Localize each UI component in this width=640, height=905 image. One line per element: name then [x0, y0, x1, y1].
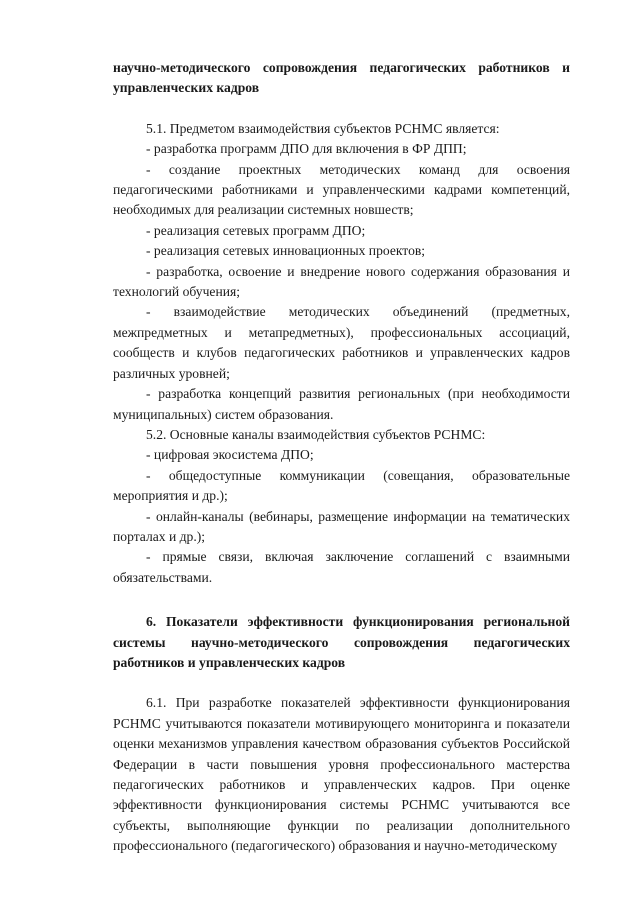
- list-item: - разработка, освоение и внедрение нового содержания образования и технологий обучения;: [113, 263, 570, 300]
- list-item: - разработка концепций развития региональных (при необходимости муниципальных) систем образования.: [113, 386, 570, 422]
- paragraph-6-1: 6.1. При разработке показателей эффективности функционирования РСНМС учитываются показатели мотивирующего мониторинга и показатели оценки механизмов управления качеством образования субъектов Российской Федерации в части повышения уровня профессионального мастерства педагогических работников и управленческих кадров. При оценке эффективности функционирования системы РСНМС учитываются все субъекты, выполняющие функции по реализации дополнительного профессионального (педагогического) образования и научно-методическому: [113, 695, 570, 854]
- list-item: - общедоступные коммуникации (совещания, образовательные мероприятия и др.);: [113, 467, 570, 504]
- list-item: - взаимодействие методических объединений (предметных, межпредметных и метапредметных), профессиональных ассоциаций, сообществ и клубов педагогических работников и управленческих кадров различных уровней;: [113, 304, 570, 381]
- list-item: - прямые связи, включая заключение соглашений с взаимными обязательствами.: [113, 549, 570, 585]
- list-item: - цифровая экосистема ДПО;: [146, 447, 314, 463]
- paragraph-5-2: 5.2. Основные каналы взаимодействия субъектов РСНМС:: [146, 426, 486, 442]
- paragraph-5-1: 5.1. Предметом взаимодействия субъектов РСНМС является:: [146, 120, 500, 136]
- list-item: - реализация сетевых инновационных проектов;: [146, 243, 426, 259]
- continued-heading: научно-методического сопровождения педагогических работников и управленческих кадров: [113, 60, 570, 96]
- list-item: - создание проектных методических команд для освоения педагогическими работниками и управленческими кадрами компетенций, необходимых для реализации системных новшеств;: [113, 161, 570, 218]
- section-6-heading: 6. Показатели эффективности функционирования региональной системы научно-методического сопровождения педагогических работников и управленческих кадров: [113, 614, 570, 670]
- list-item: - онлайн-каналы (вебинары, размещение информации на тематических порталах и др.);: [113, 508, 570, 544]
- list-item: - разработка программ ДПО для включения в ФР ДПП;: [146, 141, 467, 157]
- list-item: - реализация сетевых программ ДПО;: [146, 222, 366, 238]
